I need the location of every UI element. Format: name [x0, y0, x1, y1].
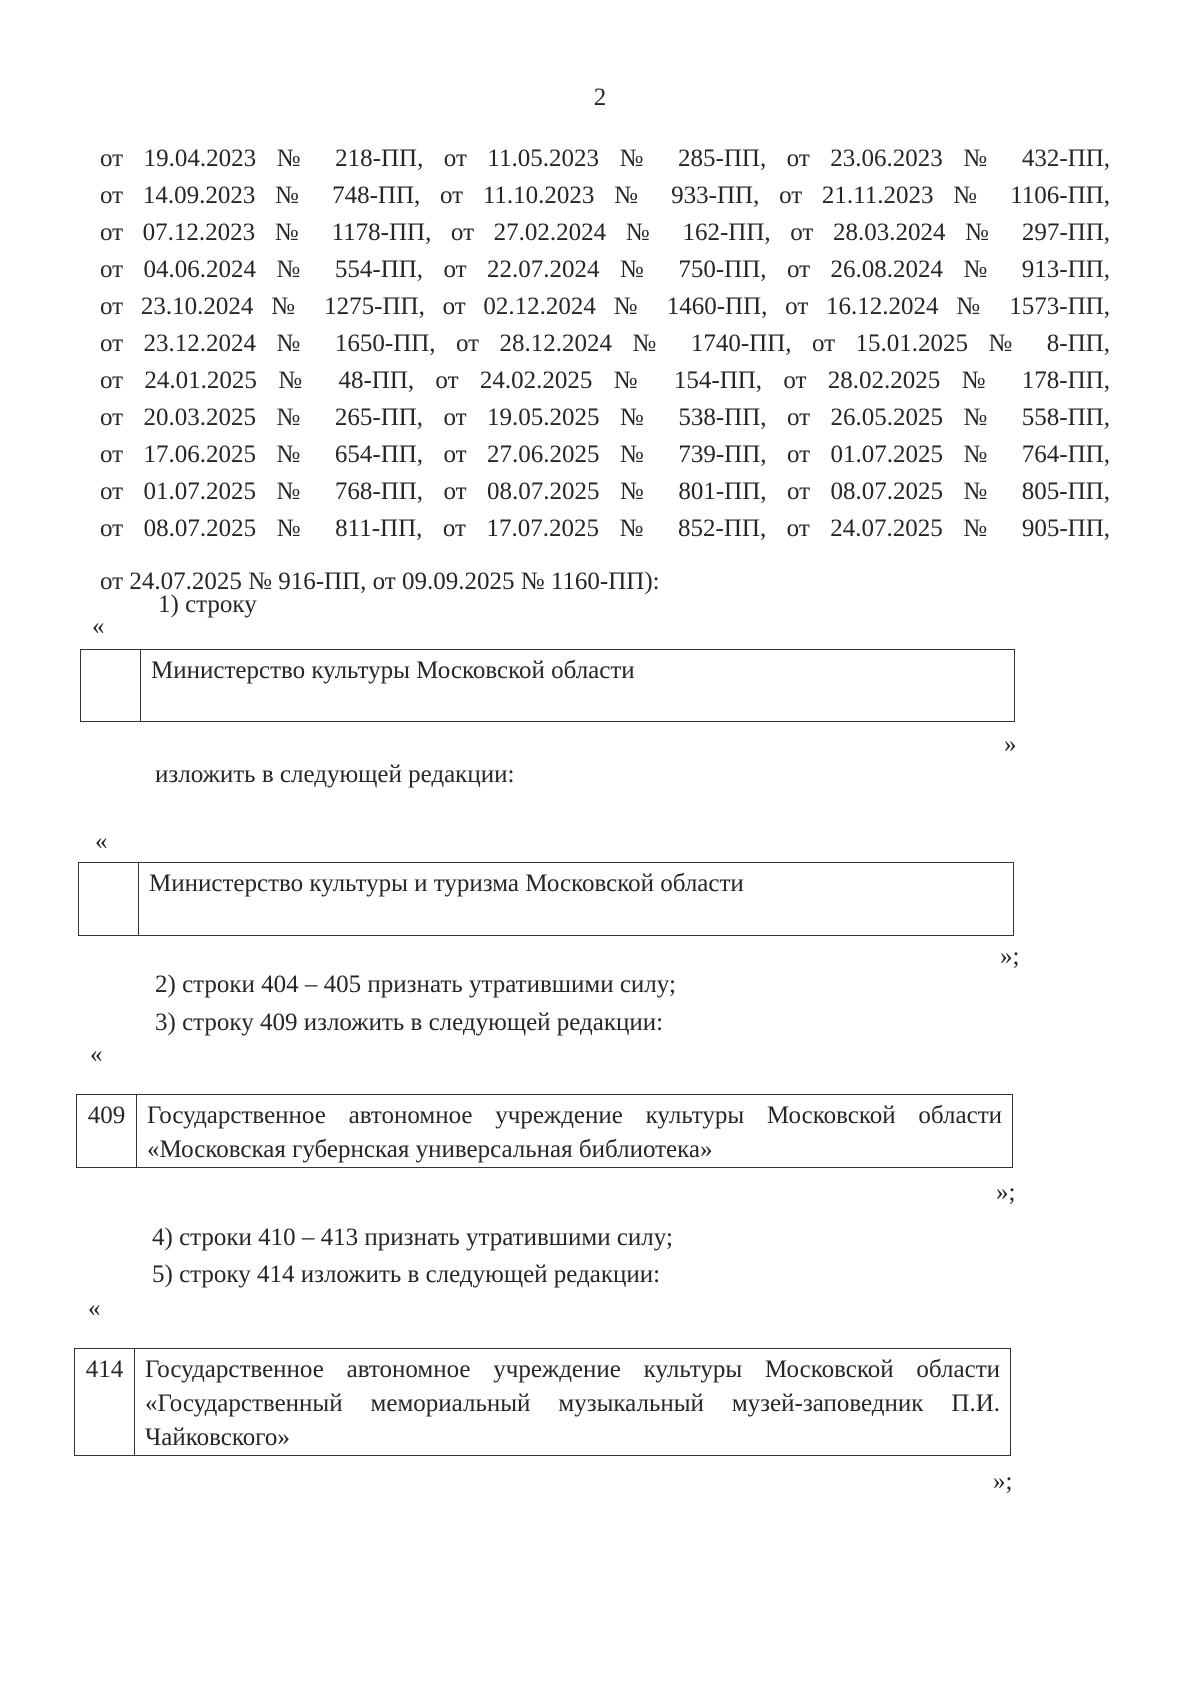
- row-name-cell: Министерство культуры Московской области: [141, 650, 1015, 722]
- intro-line: от 23.10.2024 № 1275-ПП, от 02.12.2024 № 1460-ПП, от 16.12.2024 № 1573-ПП,: [100, 293, 1110, 320]
- open-quote: «: [90, 1041, 103, 1068]
- intro-line: от 08.07.2025 № 811-ПП, от 17.07.2025 № 852-ПП, от 24.07.2025 № 905-ПП,: [100, 515, 1110, 542]
- intro-line: от 07.12.2023 № 1178-ПП, от 27.02.2024 № 162-ПП, от 28.03.2024 № 297-ПП,: [100, 219, 1110, 246]
- row-number-cell: [81, 650, 141, 722]
- item-1-label: 1) строку: [158, 591, 257, 618]
- item-4-text: 4) строки 410 – 413 признать утратившими силу;: [152, 1224, 673, 1251]
- row-name-cell: Государственное автономное учреждение культуры Московской области «Государственный мемориальный музыкальный музей-заповедник П.И. Чайковского»: [135, 1349, 1011, 1456]
- intro-line: от 24.01.2025 № 48-ПП, от 24.02.2025 № 154-ПП, от 28.02.2025 № 178-ПП,: [100, 367, 1110, 394]
- intro-line: от 20.03.2025 № 265-ПП, от 19.05.2025 № 538-ПП, от 26.05.2025 № 558-ПП,: [100, 404, 1110, 431]
- open-quote: «: [88, 1295, 101, 1322]
- row-number-cell: 414: [75, 1349, 135, 1456]
- close-quote: »: [1004, 731, 1017, 758]
- row-number-cell: 409: [77, 1095, 137, 1168]
- intro-line: от 17.06.2025 № 654-ПП, от 27.06.2025 № 739-ПП, от 01.07.2025 № 764-ПП,: [100, 441, 1110, 468]
- old-table-row: [80, 649, 1015, 722]
- open-quote: «: [92, 613, 105, 640]
- intro-line: от 19.04.2023 № 218-ПП, от 11.05.2023 № 285-ПП, от 23.06.2023 № 432-ПП,: [100, 145, 1110, 172]
- intro-line: от 04.06.2024 № 554-ПП, от 22.07.2024 № 750-ПП, от 26.08.2024 № 913-ПП,: [100, 256, 1110, 283]
- new-table-row: [78, 862, 1014, 936]
- item-5-text: 5) строку 414 изложить в следующей редакции:: [152, 1261, 661, 1288]
- row-name-cell: Государственное автономное учреждение культуры Московской области «Московская губернская универсальная библиотека»: [137, 1095, 1013, 1168]
- item-1-replace-text: изложить в следующей редакции:: [155, 761, 515, 788]
- row-409-table: [76, 1094, 1013, 1168]
- intro-line: от 23.12.2024 № 1650-ПП, от 28.12.2024 № 1740-ПП, от 15.01.2025 № 8-ПП,: [100, 330, 1110, 357]
- item-2-text: 2) строки 404 – 405 признать утратившими силу;: [155, 971, 676, 998]
- intro-line: от 14.09.2023 № 748-ПП, от 11.10.2023 № 933-ПП, от 21.11.2023 № 1106-ПП,: [100, 182, 1110, 209]
- page-number: 2: [593, 84, 607, 111]
- intro-last-line: от 24.07.2025 № 916-ПП, от 09.09.2025 № 1160-ПП):: [100, 568, 660, 595]
- open-quote: «: [95, 828, 108, 855]
- close-quote: »;: [1000, 943, 1020, 970]
- item-3-text: 3) строку 409 изложить в следующей редакции:: [155, 1009, 664, 1036]
- intro-line: от 01.07.2025 № 768-ПП, от 08.07.2025 № 801-ПП, от 08.07.2025 № 805-ПП,: [100, 478, 1110, 505]
- close-quote: »;: [996, 1179, 1016, 1206]
- row-name-cell: Министерство культуры и туризма Московской области: [139, 863, 1014, 936]
- row-number-cell: [79, 863, 139, 936]
- close-quote: »;: [993, 1468, 1013, 1495]
- intro-resolution-list: [100, 140, 1110, 547]
- row-414-table: [74, 1348, 1011, 1456]
